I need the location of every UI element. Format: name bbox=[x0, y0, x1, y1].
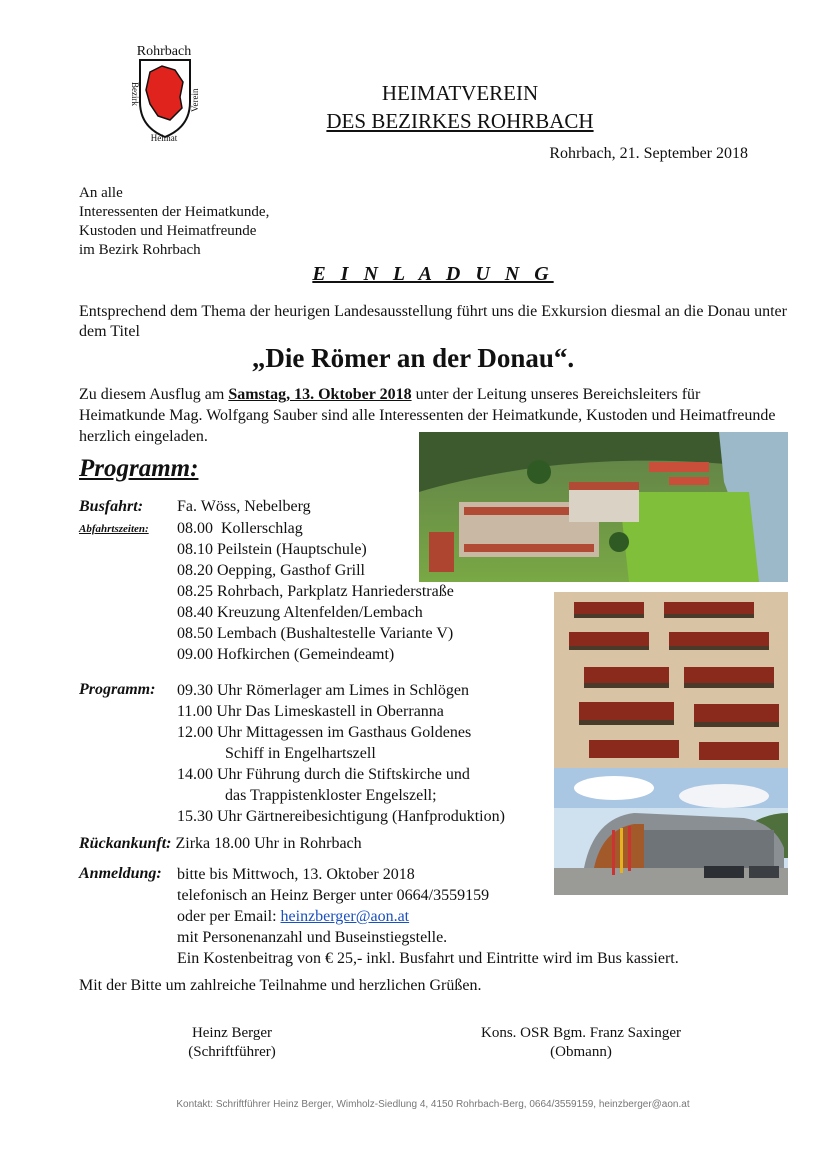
email-prefix: oder per Email: bbox=[177, 908, 281, 925]
program-item: 15.30 Uhr Gärtnereibesichtigung (Hanfproduktion) bbox=[177, 808, 505, 825]
departure-stop: 08.10 Peilstein (Hauptschule) bbox=[177, 541, 367, 558]
return-line bbox=[79, 834, 362, 854]
address-line: im Bezirk Rohrbach bbox=[79, 242, 201, 258]
signature-left-name: Heinz Berger bbox=[191, 1025, 273, 1041]
invitation-heading: E I N L A D U N G bbox=[312, 263, 554, 285]
registration-email-line bbox=[177, 906, 679, 927]
signature-left bbox=[150, 1024, 314, 1062]
registration-label: Anmeldung: bbox=[79, 865, 162, 882]
program-list bbox=[177, 680, 505, 827]
org-name-line2: DES BEZIRKES ROHRBACH bbox=[326, 109, 594, 133]
departure-stop: 08.20 Oepping, Gasthof Grill bbox=[177, 562, 365, 579]
departure-stop: 09.00 Hofkirchen (Gemeindeamt) bbox=[177, 646, 395, 663]
program-item: 09.30 Uhr Römerlager am Limes in Schlögen bbox=[177, 682, 469, 699]
registration-deadline: bitte bis Mittwoch, 13. Oktober 2018 bbox=[177, 866, 415, 883]
return-text: Zirka 18.00 Uhr in Rohrbach bbox=[175, 835, 362, 852]
logo-text-bottom: Heimat bbox=[150, 133, 178, 142]
departure-stop: 08.50 Lembach (Bushaltestelle Variante V) bbox=[177, 625, 454, 642]
paragraph-start: Zu diesem Ausflug am bbox=[79, 386, 229, 403]
logo-text-top: Rohrbach bbox=[136, 44, 192, 59]
event-date: Samstag, 13. Oktober 2018 bbox=[228, 386, 412, 403]
program-heading: Programm: bbox=[79, 455, 199, 482]
fee-note: Ein Kostenbeitrag von € 25,- inkl. Busfahrt und Eintritte wird im Bus kassiert. bbox=[177, 950, 679, 967]
program-item-continuation: das Trappistenkloster Engelszell; bbox=[225, 787, 437, 804]
bus-company: Fa. Wöss, Nebelberg bbox=[177, 498, 311, 515]
address-line: An alle bbox=[79, 185, 123, 201]
signature-right bbox=[455, 1024, 707, 1062]
departure-stop: 08.40 Kreuzung Altenfelden/Lembach bbox=[177, 604, 423, 621]
departures-label: Abfahrtszeiten: bbox=[79, 523, 149, 535]
footer-contact: Kontakt: Schriftführer Heinz Berger, Wimholz-Siedlung 4, 4150 Rohrbach-Berg, 0664/3559159, heinzberger@aon.at bbox=[176, 1099, 690, 1110]
signature-right-role: (Obmann) bbox=[550, 1044, 612, 1060]
excursion-title: „Die Römer an der Donau“. bbox=[251, 343, 575, 373]
paragraph-rest: unter der Leitung unseres Bereichsleiters für Heimatkunde Mag. Wolfgang Sauber sind alle Interessenten der Heimatkunde, Kustoden und Heimatfreunde herzlich eingeladen. bbox=[79, 386, 776, 445]
bus-label: Busfahrt: bbox=[79, 498, 144, 515]
address-line: Kustoden und Heimatfreunde bbox=[79, 223, 257, 239]
departure-stop: 08.25 Rohrbach, Parkplatz Hanriederstraße bbox=[177, 583, 454, 600]
roman-soldiers-diorama-photo bbox=[554, 592, 788, 768]
departure-stop: 08.00 Kollerschlag bbox=[177, 520, 303, 537]
signature-left-role: (Schriftführer) bbox=[188, 1044, 276, 1060]
registration-note: mit Personenanzahl und Buseinstiegstelle. bbox=[177, 929, 448, 946]
org-name-line1: HEIMATVEREIN bbox=[381, 81, 539, 105]
registration-details bbox=[177, 864, 679, 969]
place-date: Rohrbach, 21. September 2018 bbox=[549, 145, 748, 162]
address-line: Interessenten der Heimatkunde, bbox=[79, 204, 270, 220]
logo-text-left: Bezirk bbox=[130, 82, 140, 106]
logo-text-right: Verein bbox=[190, 88, 200, 112]
program-item: 14.00 Uhr Führung durch die Stiftskirche und bbox=[177, 766, 470, 783]
return-label: Rückankunft: bbox=[79, 835, 172, 852]
program-item-continuation: Schiff in Engelhartszell bbox=[225, 745, 376, 762]
departure-list bbox=[177, 518, 454, 665]
email-link[interactable]: heinzberger@aon.at bbox=[280, 908, 410, 925]
program-item: 11.00 Uhr Das Limeskastell in Oberranna bbox=[177, 703, 444, 720]
recipient-address bbox=[79, 184, 269, 260]
intro-text: Entsprechend dem Thema der heurigen Landesausstellung führt uns die Exkursion diesmal an die Donau unter dem Titel bbox=[79, 303, 787, 340]
program-label: Programm: bbox=[79, 681, 156, 698]
registration-phone: telefonisch an Heinz Berger unter 0664/3559159 bbox=[177, 887, 490, 904]
closing-text: Mit der Bitte um zahlreiche Teilnahme und herzlichen Grüßen. bbox=[79, 977, 482, 994]
aerial-photo-roman-camp bbox=[419, 432, 788, 582]
program-item: 12.00 Uhr Mittagessen im Gasthaus Goldenes bbox=[177, 724, 472, 741]
signature-right-name: Kons. OSR Bgm. Franz Saxinger bbox=[481, 1025, 681, 1041]
